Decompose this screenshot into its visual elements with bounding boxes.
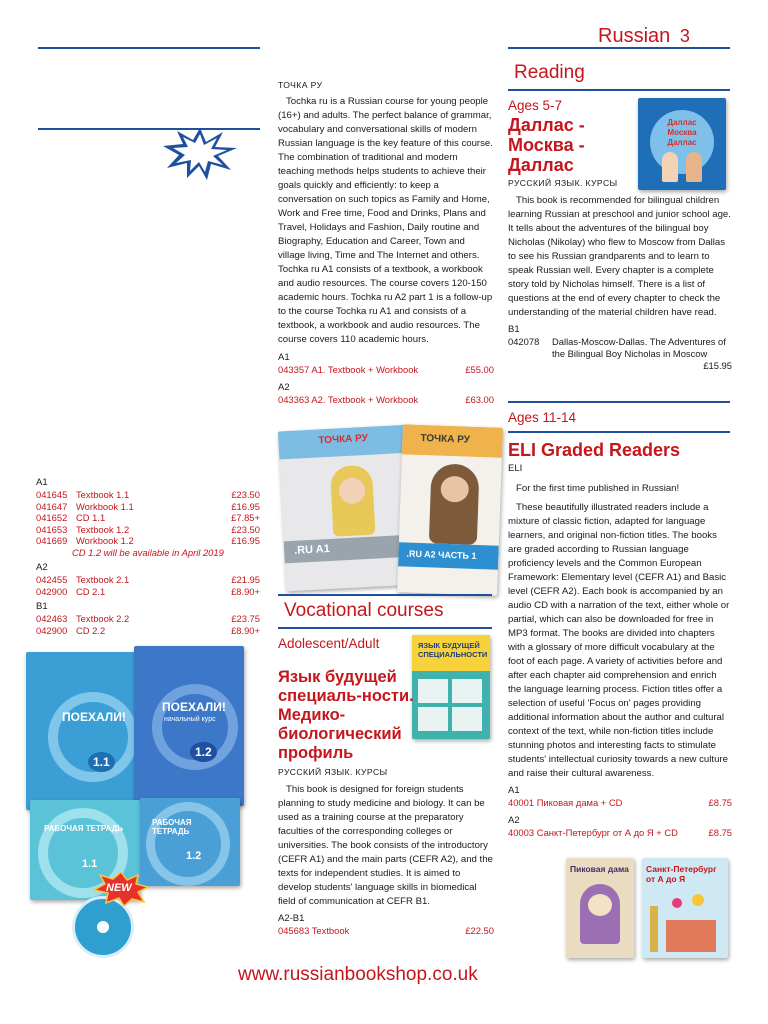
poekhali-b1-list xyxy=(36,613,260,636)
tochka-a2-level: A2 xyxy=(278,381,290,393)
new-badge-label: NEW xyxy=(106,882,132,894)
reading-section-title: Reading xyxy=(514,62,585,83)
cover-volume: 1.1 xyxy=(88,752,115,772)
product-code: 042078 xyxy=(508,336,540,347)
vocational-section-title: Vocational courses xyxy=(284,600,444,621)
product-row[interactable] xyxy=(36,524,260,536)
product-code: 041669 xyxy=(36,535,68,546)
cover-title: ТОЧКА РУ xyxy=(420,432,471,446)
product-price: £8.90+ xyxy=(231,585,260,597)
vocational-description: This book is designed for foreign students planning to study medicine and biology. It can be used as a training course at the preparatory faculties of the corresponding colleges or universities. The book consists of the introductory (CEFR A1) and the main parts (CEFR A2), and the texts for independent studies. It is aimed to develop students' language skills in biomedical field of communication at CEFR B1. xyxy=(278,784,493,907)
starburst-badge xyxy=(163,128,237,180)
product-price: £63.00 xyxy=(465,393,494,405)
poekhali-a1-level: A1 xyxy=(36,477,48,488)
product-code: 40001 xyxy=(508,797,535,808)
reading-level: B1 xyxy=(508,324,520,335)
poekhali-textbook-1-2-cover xyxy=(134,646,244,806)
product-title: A2. Textbook + Workbook xyxy=(311,393,419,405)
eli-ages: Ages 11-14 xyxy=(508,410,577,425)
product-price: £16.95 xyxy=(231,535,260,546)
tochka-a1-product[interactable] xyxy=(278,364,494,376)
product-code: 042463 xyxy=(36,613,68,624)
eli-a2-level: A2 xyxy=(508,814,520,826)
page-number: 3 xyxy=(679,26,690,46)
tochka-paragraph-2: Tochka ru A1 consists of a textbook, a workbook and audio resources. The course covers 120-150 academic hours. Tochka ru A2 part 1 is a follow-up to the course Tochka ru A1 and consists of a textbook, a workbook and audio resources. The course covers 110 academic hours. xyxy=(278,264,493,345)
product-title: CD 2.1 xyxy=(76,585,106,597)
product-title: Textbook 2.1 xyxy=(76,574,130,585)
product-price: £22.50 xyxy=(465,925,494,936)
product-price: £15.95 xyxy=(703,360,732,371)
cover-brand: ПОЕХАЛИ! xyxy=(162,700,226,714)
cover-brand: ПОЕХАЛИ! xyxy=(62,710,126,724)
tochka-a2-cover xyxy=(397,424,503,595)
reading-product[interactable] xyxy=(508,336,732,372)
poekhali-a2-level: A2 xyxy=(36,562,48,573)
product-price: £16.95 xyxy=(231,500,260,512)
tochka-a2-product[interactable] xyxy=(278,394,494,406)
eli-a1-product[interactable] xyxy=(508,797,732,809)
product-title: A1. Textbook + Workbook xyxy=(311,364,419,375)
cover-volume: 1.2 xyxy=(186,850,202,862)
product-row[interactable] xyxy=(36,535,260,547)
product-code: 042455 xyxy=(36,574,68,585)
product-row[interactable] xyxy=(36,501,260,513)
product-price: £23.75 xyxy=(231,613,260,624)
product-price: £8.90+ xyxy=(231,624,260,636)
product-row[interactable] xyxy=(36,512,260,524)
section-name: Russian xyxy=(598,25,671,47)
product-price: £23.50 xyxy=(231,489,260,500)
product-price: £23.50 xyxy=(231,523,260,535)
product-price: £8.75 xyxy=(708,826,732,838)
cover-workbook-label: РАБОЧАЯ ТЕТРАДЬ xyxy=(152,818,192,836)
tochka-heading: ТОЧКА РУ xyxy=(278,80,323,90)
product-price: £21.95 xyxy=(231,574,260,585)
product-row[interactable] xyxy=(36,625,260,637)
tochka-section xyxy=(278,80,494,405)
cover-title: Санкт-Петербург от А до Я xyxy=(646,864,717,884)
top-rule-right xyxy=(508,47,730,49)
vocational-product[interactable] xyxy=(278,925,494,937)
cover-subtitle: начальный курс xyxy=(164,716,216,723)
product-title: Пиковая дама + CD xyxy=(536,797,623,808)
poekhali-a2-list xyxy=(36,574,260,597)
eli-pikovaya-dama-cover xyxy=(566,858,634,958)
new-badge xyxy=(94,872,148,906)
product-code: 041652 xyxy=(36,512,68,523)
poekhali-price-list xyxy=(36,477,260,636)
poekhali-b1-level: B1 xyxy=(36,601,48,612)
cover-title: Даллас Москва Даллас xyxy=(667,118,697,147)
reading-description: This book is recommended for bilingual children learning Russian at preschool and junior school age. It tells about the adventures of the bilingual boy Nicholas (Nikolay) who flew to Moscow from Dallas to see his Russian grandparents and to learn to speak Russian well. Every chapter is a complete story told by Nicholas himself. There is a list of questions at the end of every chapter to check the understanding of the material children have read. xyxy=(508,195,731,318)
vocational-level: A2-B1 xyxy=(278,913,305,924)
vocational-bottom-rule xyxy=(278,627,492,629)
product-code: 041645 xyxy=(36,489,68,500)
cover-title: ЯЗЫК БУДУЩЕЙ СПЕЦИАЛЬНОСТИ xyxy=(418,641,488,659)
reading-ages: Ages 5-7 xyxy=(508,98,563,113)
product-price: £8.75 xyxy=(708,797,732,808)
product-title: Textbook 1.2 xyxy=(76,523,130,535)
tochka-a1-cover xyxy=(278,425,416,592)
poekhali-workbook-1-2-cover xyxy=(140,798,240,886)
top-rule-left xyxy=(38,47,260,49)
cover-workbook-label: РАБОЧАЯ ТЕТРАДЬ xyxy=(44,824,124,833)
reading-book-title: Даллас - Москва - Даллас xyxy=(508,115,585,175)
cover-title: Пиковая дама xyxy=(570,864,629,874)
product-code: 042900 xyxy=(36,624,68,636)
cover-volume: 1.1 xyxy=(82,858,98,870)
eli-intro: For the first time published in Russian! xyxy=(516,483,680,494)
product-code: 042900 xyxy=(36,585,68,597)
product-title: Textbook 1.1 xyxy=(76,489,130,500)
vocational-section xyxy=(278,668,494,937)
product-title: Санкт-Петербург от А до Я + CD xyxy=(536,826,678,838)
product-code: 041653 xyxy=(36,523,68,535)
product-price: £7.85+ xyxy=(231,512,260,523)
product-title: Workbook 1.1 xyxy=(76,500,134,512)
product-code: 043357 xyxy=(278,364,310,375)
product-title: Textbook 2.2 xyxy=(76,613,130,624)
vocational-audience: Adolescent/Adult xyxy=(278,636,380,651)
eli-mid-rule xyxy=(508,431,730,433)
page-header-section xyxy=(598,25,690,48)
product-title: Textbook xyxy=(311,925,350,936)
eli-title: ELI Graded Readers xyxy=(508,440,681,460)
footer-website-link[interactable]: www.russianbookshop.co.uk xyxy=(238,964,478,985)
eli-section xyxy=(508,440,732,838)
product-price: £55.00 xyxy=(465,364,494,375)
tochka-a1-level: A1 xyxy=(278,352,290,363)
vocational-series: РУССКИЙ ЯЗЫК. КУРСЫ xyxy=(278,767,388,777)
cd-availability-note: CD 1.2 will be available in April 2019 xyxy=(72,546,224,558)
cover-level: .RU A1 xyxy=(293,542,331,557)
product-code: 40003 xyxy=(508,826,535,838)
cover-level: .RU A2 ЧАСТЬ 1 xyxy=(406,548,477,561)
product-row[interactable] xyxy=(36,586,260,598)
eli-description: These beautifully illustrated readers include a mixture of classic fiction, adapted for language learners, and original non-fiction titles. The books are graded according to Russian language proficiency levels and the Common European Framework: Elementary level (CEFR A1) and Basic level (CEFR A2). Each book is accompanied by an audio CD with a narration of the text, either whole or partial, which can also be downloaded for free in MP3 format. The books are divided into chapters with a glossary of more difficult vocabulary at the foot of each page. A variety of activities before and after each chapter aid comprehension and enrich the language learning process. Fiction titles offer a selection of useful 'Focus on' pages providing additional information about the author and cultural context of the text, while non-fiction titles include stunning photos and interesting facts to stimulate students' intellectual curiosity towards a new culture and raise their cultural awareness. xyxy=(508,502,730,779)
eli-a1-level: A1 xyxy=(508,785,520,796)
product-code: 043363 xyxy=(278,393,310,405)
eli-top-rule xyxy=(508,401,730,403)
product-row[interactable] xyxy=(36,489,260,501)
tochka-paragraph-1: Tochka ru is a Russian course for young people (16+) and adults. The perfect balance of grammar, vocabulary and conversational skills of modern Russian language is the key feature of this course. The combination of traditional and modern teaching methods helps students to achieve their goals quickly and efficiently: to keep a conversation on such topics as Family and Home, Work and Free time, Food and Drinks, Plans and Travel, Holidays and Fashion, Daily routine and Biography, Education and Career, Town and village living, Time and The Internet and others. xyxy=(278,96,493,261)
product-title: Workbook 1.2 xyxy=(76,535,134,546)
poekhali-a1-list xyxy=(36,489,260,547)
vocational-book-title: Язык будущей специаль-ности. Медико-биологический профиль xyxy=(278,668,414,762)
cover-volume: 1.2 xyxy=(190,742,217,762)
eli-publisher: ELI xyxy=(508,463,523,474)
reading-series: РУССКИЙ ЯЗЫК. КУРСЫ xyxy=(508,178,618,188)
vocational-top-rule xyxy=(278,594,492,596)
product-title: CD 1.1 xyxy=(76,512,106,523)
product-code: 041647 xyxy=(36,500,68,512)
eli-spb-cover xyxy=(642,858,728,958)
poekhali-textbook-1-1-cover xyxy=(26,652,148,810)
product-row[interactable] xyxy=(36,613,260,625)
reading-rule xyxy=(508,89,730,91)
cover-title: ТОЧКА РУ xyxy=(318,432,369,447)
tochka-description xyxy=(278,95,494,347)
eli-a2-product[interactable] xyxy=(508,827,732,839)
product-code: 045683 xyxy=(278,925,310,936)
product-title: CD 2.2 xyxy=(76,624,106,636)
reading-section xyxy=(508,98,732,372)
product-title: Dallas-Moscow-Dallas. The Adventures of the Bilingual Boy Nicholas in Moscow xyxy=(552,336,726,359)
product-row[interactable] xyxy=(36,574,260,586)
